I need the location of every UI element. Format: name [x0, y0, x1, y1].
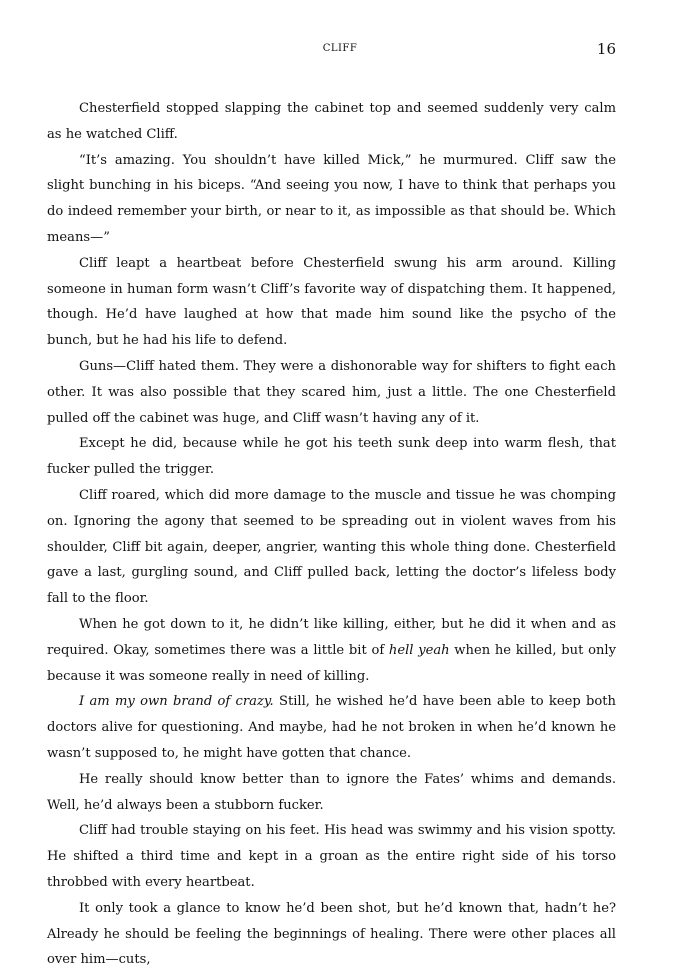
paragraph: “It’s amazing. You shouldn’t have killed Mick,” he murmured. Cliff saw the slight bunching in his biceps. “And seeing you now, I have to think that perhaps you do indeed remember your birth, or near to it, as impossible as that should be. Which means—”	[47, 152, 616, 245]
paragraph: He really should know better than to ignore the Fates’ whims and demands. Well, he’d always been a stubborn fucker.	[47, 771, 616, 813]
paragraph	[47, 612, 616, 689]
page-number: 16	[596, 40, 616, 58]
paragraph: Cliff leapt a heartbeat before Chesterfield swung his arm around. Killing someone in human form wasn’t Cliff’s favorite way of dispatching them. It happened, though. He’d have laughed at how that made him sound like the psycho of the bunch, but he had his life to defend.	[47, 255, 616, 349]
italic-phrase: hell yeah	[388, 642, 450, 658]
italic-thought: I am my own brand of crazy.	[79, 694, 274, 710]
running-title: CLIFF	[322, 43, 358, 54]
paragraph: It only took a glance to know he’d been shot, but he’d known that, hadn’t he? Already he should be feeling the beginnings of healing. There were other places all over him—cuts,	[47, 900, 616, 968]
paragraph: Guns—Cliff hated them. They were a dishonorable way for shifters to fight each other. It was also possible that they scared him, just a little. The one Chesterfield pulled off the cabinet was huge, and Cliff wasn’t having any of it.	[47, 358, 616, 426]
paragraph	[47, 689, 616, 766]
paragraph: Chesterfield stopped slapping the cabinet top and seemed suddenly very calm as he watched Cliff.	[47, 101, 616, 142]
paragraph-text: when he killed, but only because it was someone really in need of killing.	[47, 642, 616, 684]
page-header	[0, 0, 680, 80]
paragraph-text: When he got down to it, he didn’t like killing, either, but he did it when and as required. Okay, sometimes there was a little bit of	[47, 616, 616, 658]
paragraph: Cliff roared, which did more damage to the muscle and tissue he was chomping on. Ignoring the agony that seemed to be spreading out in violent waves from his shoulder, Cliff bit again, deeper, angrier, wanting this whole thing done. Chesterfield gave a last, gurgling sound, and Cliff pulled back, letting the doctor’s lifeless body fall to the floor.	[47, 487, 616, 607]
paragraph-text: Still, he wished he’d have been able to keep both doctors alive for questioning. And maybe, had he not broken in when he’d known he wasn’t supposed to, he might have gotten that chance.	[47, 694, 616, 761]
paragraph: Except he did, because while he got his teeth sunk deep into warm flesh, that fucker pulled the trigger.	[47, 436, 616, 478]
body-text	[47, 96, 616, 973]
paragraph: Cliff had trouble staying on his feet. His head was swimmy and his vision spotty. He shifted a third time and kept in a groan as the entire right side of his torso throbbed with every heartbeat.	[47, 823, 616, 890]
